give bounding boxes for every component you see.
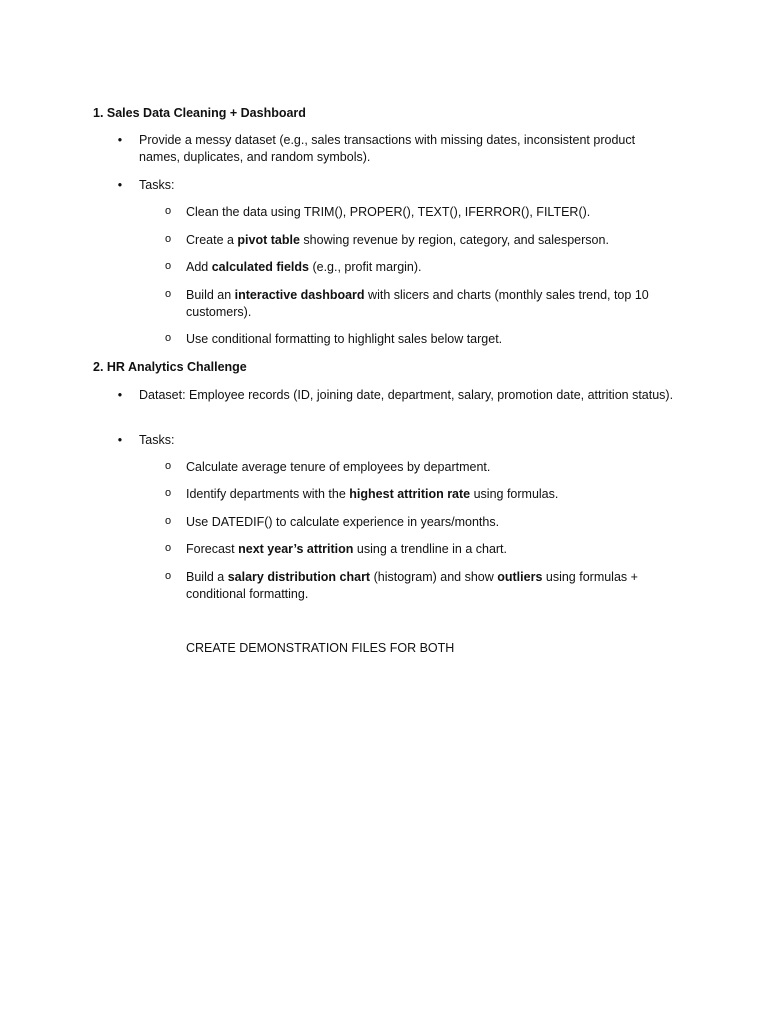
bullet-icon: • (117, 133, 123, 147)
list-item (117, 177, 679, 194)
sub-list-item-text-after: with slicers and charts (monthly sales trend, top 10 customers). (186, 288, 649, 319)
sub-bullet-icon: o (164, 260, 172, 272)
sub-list-item-text-before: Build a (186, 570, 228, 584)
sub-list-item-text-after: using formulas. (470, 487, 559, 501)
sub-list-item-text-before: Create a (186, 233, 238, 247)
sub-list-item (164, 287, 671, 321)
sub-list-item (164, 486, 671, 503)
sub-list-item-bold: interactive dashboard (234, 288, 365, 302)
list-item-text: Provide a messy dataset (e.g., sales transactions with missing dates, inconsistent product names, duplicates, and random symbols). (139, 133, 636, 164)
sub-list-item-bold: calculated fields (211, 260, 309, 274)
sub-bullet-icon: o (164, 542, 172, 554)
section-sales-dashboard (93, 105, 693, 122)
sub-list-item (164, 541, 671, 558)
sub-list-item (164, 259, 671, 276)
sub-list-item-text: Calculate average tenure of employees by department. (186, 460, 491, 474)
sub-list-item-text-before: Identify departments with the (186, 487, 350, 501)
bullet-icon: • (117, 388, 123, 402)
list-item (117, 132, 679, 166)
sub-bullet-icon: o (164, 332, 172, 344)
sub-list-item-text-after: showing revenue by region, category, and salesperson. (299, 233, 609, 247)
sub-list-item-text-before: Build an (186, 288, 235, 302)
sub-list-item (164, 331, 671, 348)
sub-list-item-bold: pivot table (237, 233, 300, 247)
sub-bullet-icon: o (164, 205, 172, 217)
sub-list-item (164, 569, 671, 603)
sub-list-item-text: Use DATEDIF() to calculate experience in years/months. (186, 515, 500, 529)
sub-list-item-text-before: Forecast (186, 542, 239, 556)
sub-bullet-icon: o (164, 233, 172, 245)
sub-list-item (164, 514, 671, 531)
sub-list-item-bold: next year’s attrition (238, 542, 354, 556)
sub-list-item-text-mid: (histogram) and show (370, 570, 498, 584)
sub-bullet-icon: o (164, 288, 172, 300)
list-item-text: Tasks: (139, 178, 175, 192)
section-hr-analytics (93, 359, 693, 376)
sub-list-item-text-after: using a trendline in a chart. (353, 542, 508, 556)
closing-note: CREATE DEMONSTRATION FILES FOR BOTH (186, 641, 455, 655)
sub-list-item-bold: salary distribution chart (227, 570, 371, 584)
sub-list-item-text-before: Add (186, 260, 212, 274)
sub-list-item-bold: highest attrition rate (349, 487, 471, 501)
sub-list-item (164, 232, 671, 249)
sub-bullet-icon: o (164, 570, 172, 582)
section-heading: 1. Sales Data Cleaning + Dashboard (93, 106, 306, 120)
list-item (117, 387, 679, 404)
sub-bullet-icon: o (164, 460, 172, 472)
sub-list-item-text-after: (e.g., profit margin). (308, 260, 422, 274)
sub-list-item-bold: outliers (497, 570, 543, 584)
sub-list-item-text: Use conditional formatting to highlight sales below target. (186, 332, 503, 346)
list-item-text: Dataset: Employee records (ID, joining date, department, salary, promotion date, attrition status). (139, 388, 674, 402)
list-item-text: Tasks: (139, 433, 175, 447)
sub-list-item-text-after: using formulas + conditional formatting. (186, 570, 638, 601)
bullet-icon: • (117, 178, 123, 192)
list-item (117, 432, 679, 449)
sub-list-item-text: Clean the data using TRIM(), PROPER(), TEXT(), IFERROR(), FILTER(). (186, 205, 591, 219)
sub-bullet-icon: o (164, 487, 172, 499)
bullet-icon: • (117, 433, 123, 447)
sub-bullet-icon: o (164, 515, 172, 527)
sub-list-item (164, 459, 671, 476)
section-heading: 2. HR Analytics Challenge (93, 360, 247, 374)
sub-list-item (164, 204, 671, 221)
